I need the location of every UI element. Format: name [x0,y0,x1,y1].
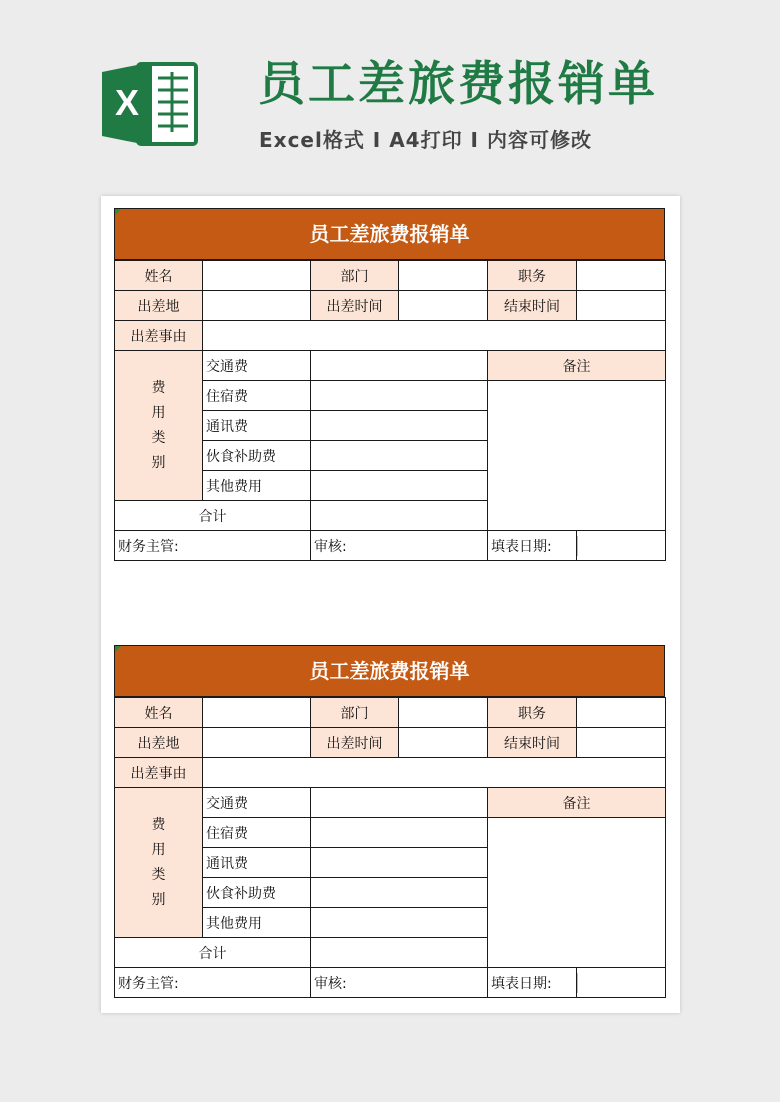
fill-date-field[interactable] [577,531,666,561]
name-label: 姓名 [115,698,203,728]
name-label: 姓名 [115,261,203,291]
review-label: 审核: [311,531,488,561]
dept-field[interactable] [399,698,488,728]
review-label: 审核: [311,968,488,998]
item-amount-field[interactable] [311,818,488,848]
item-amount-field[interactable] [311,878,488,908]
svg-text:X: X [114,82,140,123]
item-amount-field[interactable] [311,351,488,381]
remark-field[interactable] [488,818,666,968]
item-amount-field[interactable] [311,788,488,818]
item-amount-field[interactable] [311,908,488,938]
category-label: 费用类别 [115,788,203,938]
item-label: 伙食补助费 [203,878,311,908]
finance-label: 财务主管: [115,531,311,561]
fill-date-label: 填表日期: [488,531,577,561]
origin-label: 出差地 [115,291,203,321]
total-label: 合计 [115,501,311,531]
item-label: 交通费 [203,351,311,381]
remark-field[interactable] [488,381,666,531]
origin-field[interactable] [203,728,311,758]
form-table [114,260,666,561]
position-label: 职务 [488,698,577,728]
form-title: 员工差旅费报销单 [114,208,665,260]
origin-label: 出差地 [115,728,203,758]
total-label: 合计 [115,938,311,968]
item-label: 其他费用 [203,471,311,501]
position-field[interactable] [577,698,666,728]
item-label: 通讯费 [203,411,311,441]
remark-label: 备注 [488,351,666,381]
fill-date-label: 填表日期: [488,968,577,998]
finance-label: 财务主管: [115,968,311,998]
item-label: 交通费 [203,788,311,818]
page-subtitle: Excel格式 I A4打印 I 内容可修改 [259,128,592,152]
position-label: 职务 [488,261,577,291]
remark-label: 备注 [488,788,666,818]
page-title: 员工差旅费报销单 [258,57,658,112]
fill-date-field[interactable] [577,968,666,998]
item-label: 伙食补助费 [203,441,311,471]
reason-label: 出差事由 [115,758,203,788]
trip-time-label: 出差时间 [311,728,399,758]
total-field[interactable] [311,501,488,531]
trip-time-field[interactable] [399,291,488,321]
item-label: 住宿费 [203,818,311,848]
excel-logo-icon [100,58,200,150]
dept-field[interactable] [399,261,488,291]
dept-label: 部门 [311,698,399,728]
item-label: 其他费用 [203,908,311,938]
item-label: 住宿费 [203,381,311,411]
form-table [114,697,666,998]
trip-time-field[interactable] [399,728,488,758]
expense-form-1 [114,208,665,561]
end-time-field[interactable] [577,728,666,758]
total-field[interactable] [311,938,488,968]
item-label: 通讯费 [203,848,311,878]
item-amount-field[interactable] [311,441,488,471]
item-amount-field[interactable] [311,848,488,878]
item-amount-field[interactable] [311,411,488,441]
reason-field[interactable] [203,321,666,351]
reason-field[interactable] [203,758,666,788]
end-time-label: 结束时间 [488,291,577,321]
name-field[interactable] [203,261,311,291]
end-time-label: 结束时间 [488,728,577,758]
reason-label: 出差事由 [115,321,203,351]
form-title: 员工差旅费报销单 [114,645,665,697]
name-field[interactable] [203,698,311,728]
item-amount-field[interactable] [311,471,488,501]
item-amount-field[interactable] [311,381,488,411]
trip-time-label: 出差时间 [311,291,399,321]
position-field[interactable] [577,261,666,291]
category-label: 费用类别 [115,351,203,501]
dept-label: 部门 [311,261,399,291]
origin-field[interactable] [203,291,311,321]
expense-form-2 [114,645,665,998]
end-time-field[interactable] [577,291,666,321]
